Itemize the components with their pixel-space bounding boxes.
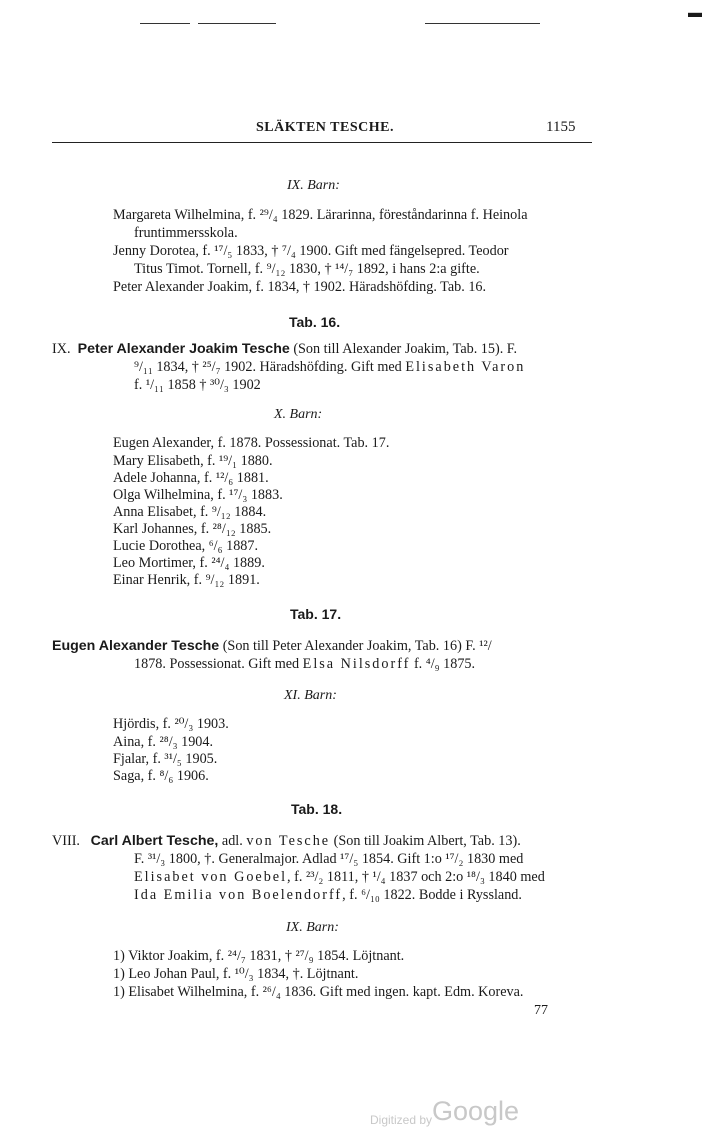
child-line: 1) Leo Johan Paul, f. ¹⁰/₃ 1834, †. Löjtnant. — [113, 966, 359, 982]
child-line: Eugen Alexander, f. 1878. Possessionat. Tab. 17. — [113, 435, 390, 451]
child-line: Olga Wilhelmina, f. ¹⁷/₃ 1883. — [113, 487, 283, 503]
signature-mark: 77 — [534, 1003, 548, 1018]
entry-line: F. ³¹/₃ 1800, †. Generalmajor. Adlad ¹⁷/₅ 1854. Gift 1:o ¹⁷/₂ 1830 med — [134, 851, 524, 867]
entry-line: f. ¹/₁₁ 1858 † ³⁰/₃ 1902 — [134, 377, 261, 393]
spouse-name: Ida Emilia von Boelendorff — [134, 887, 343, 903]
person-name: Eugen Alexander Tesche — [52, 638, 220, 654]
child-line: fruntimmersskola. — [134, 225, 238, 241]
entry-line: VIII. Carl Albert Tesche, adl. von Tesche (Son till Joakim Albert, Tab. 13). — [52, 833, 521, 849]
entry-line: ⁹/₁₁ 1834, † ²⁵/₇ 1902. Häradshöfding. Gift med Elisabeth Varon — [134, 359, 526, 375]
watermark-digitized: Digitized by — [370, 1113, 433, 1127]
child-line: Titus Timot. Tornell, f. ⁹/₁₂ 1830, † ¹⁴/₇ 1892, i hans 2:a gifte. — [134, 261, 480, 277]
child-line: Jenny Dorotea, f. ¹⁷/₅ 1833, † ⁷/₄ 1900. Gift med fängelsepred. Teodor — [113, 243, 509, 259]
entry-line: Elisabet von Goebel, f. ²³/₂ 1811, † ¹/₄ 1837 och 2:o ¹⁸/₃ 1840 med — [134, 869, 545, 885]
child-line: Margareta Wilhelmina, f. ²⁹/₄ 1829. Lärarinna, föreståndarinna f. Heinola — [113, 207, 528, 223]
child-line: Lucie Dorothea, ⁶/₆ 1887. — [113, 538, 259, 554]
child-line: Adele Johanna, f. ¹²/₆ 1881. — [113, 470, 269, 486]
child-line: 1) Viktor Joakim, f. ²⁴/₇ 1831, † ²⁷/₉ 1854. Löjtnant. — [113, 948, 405, 964]
tab-heading-17: Tab. 17. — [290, 606, 342, 622]
top-dash-1 — [140, 23, 190, 24]
watermark-google: Google — [432, 1096, 520, 1126]
child-line: 1) Elisabet Wilhelmina, f. ²⁶/₄ 1836. Gift med ingen. kapt. Edm. Koreva. — [113, 984, 524, 1000]
corner-mark: ▬ — [688, 6, 702, 21]
tab-heading-18: Tab. 18. — [291, 801, 343, 817]
entry-line: Ida Emilia von Boelendorff, f. ⁶/₁₀ 1822. Bodde i Ryssland. — [134, 887, 522, 903]
child-line: Karl Johannes, f. ²⁸/₁₂ 1885. — [113, 521, 272, 537]
generation-subheading-2: X. Barn: — [274, 407, 323, 422]
tab-heading-16: Tab. 16. — [289, 314, 341, 330]
child-line: Einar Henrik, f. ⁹/₁₂ 1891. — [113, 572, 260, 588]
child-line: Saga, f. ⁸/₆ 1906. — [113, 768, 209, 784]
person-name: Carl Albert Tesche, — [90, 833, 219, 849]
child-line: Fjalar, f. ³¹/₅ 1905. — [113, 751, 218, 767]
child-line: Mary Elisabeth, f. ¹⁹/₁ 1880. — [113, 453, 273, 469]
generation-subheading-3: XI. Barn: — [284, 688, 337, 703]
spouse-name: Elisabet von Goebel — [134, 869, 288, 885]
top-dash-3 — [425, 23, 540, 24]
page-number: 1155 — [546, 119, 576, 135]
child-line: Leo Mortimer, f. ²⁴/₄ 1889. — [113, 555, 265, 571]
header-rule — [52, 142, 592, 143]
entry-line: IX. Peter Alexander Joakim Tesche (Son till Alexander Joakim, Tab. 15). F. — [52, 341, 518, 357]
spouse-name: Elisabeth Varon — [405, 359, 526, 375]
spouse-name: Elsa Nilsdorff — [302, 656, 411, 672]
generation-subheading-1: IX. Barn: — [287, 178, 340, 193]
child-line: Aina, f. ²⁸/₃ 1904. — [113, 734, 214, 750]
person-name: Peter Alexander Joakim Tesche — [77, 341, 290, 357]
generation-subheading-4: IX. Barn: — [286, 920, 339, 935]
noble-name: von Tesche — [246, 833, 331, 849]
child-line: Peter Alexander Joakim, f. 1834, † 1902. Häradshöfding. Tab. 16. — [113, 279, 487, 295]
child-line: Anna Elisabet, f. ⁹/₁₂ 1884. — [113, 504, 267, 520]
entry-line: Eugen Alexander Tesche (Son till Peter Alexander Joakim, Tab. 16) F. ¹²/ — [52, 638, 492, 654]
top-dash-2 — [198, 23, 276, 24]
entry-line: 1878. Possessionat. Gift med Elsa Nilsdorff f. ⁴/₉ 1875. — [134, 656, 476, 672]
child-line: Hjördis, f. ²⁰/₃ 1903. — [113, 716, 229, 732]
running-header: SLÄKTEN TESCHE. — [256, 120, 394, 135]
